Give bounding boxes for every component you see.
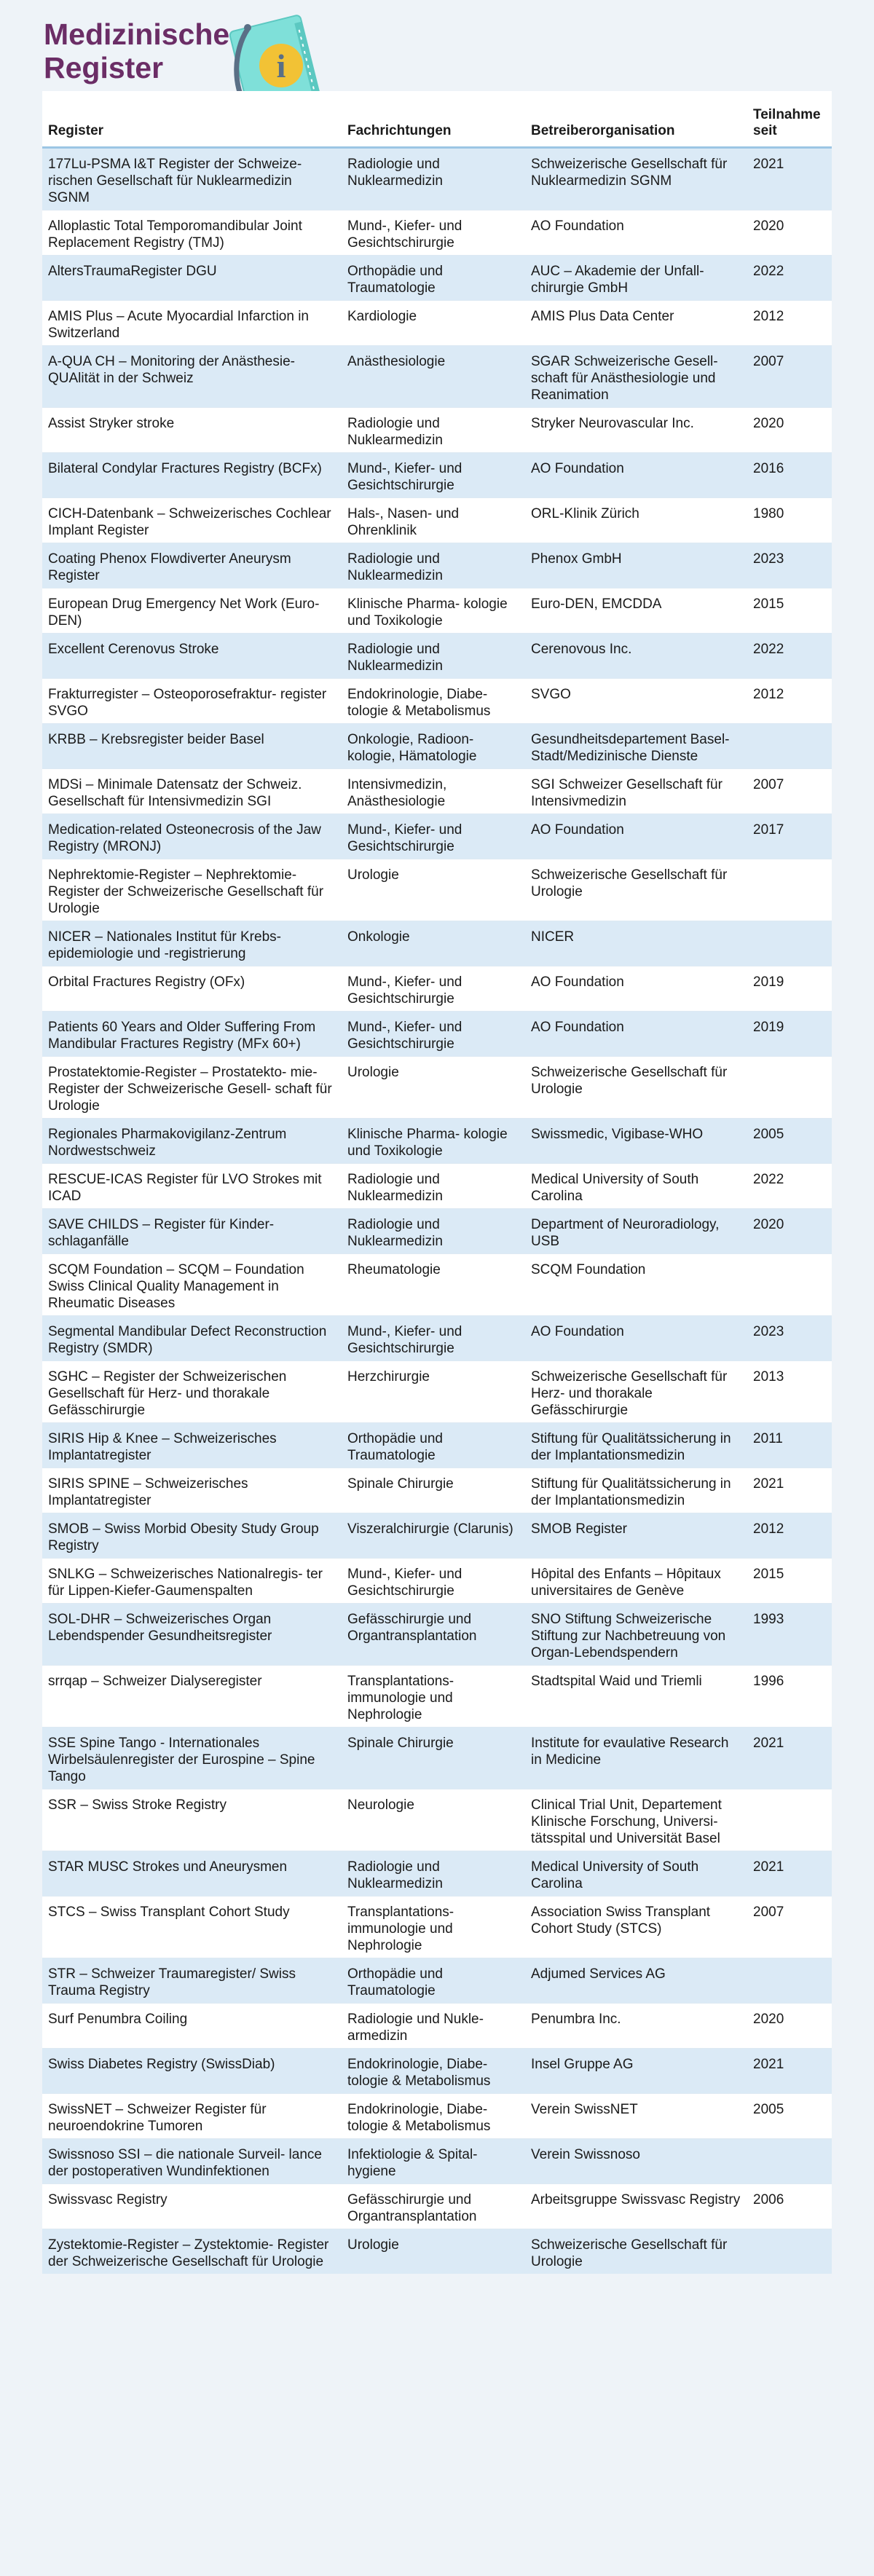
cell-betreiber: Cerenovous Inc.	[525, 634, 747, 679]
register-table-container	[42, 91, 832, 2274]
table-row	[42, 634, 832, 679]
cell-betreiber: AO Foundation	[525, 1012, 747, 1057]
cell-register: Segmental Mandibular Defect Reconstruction Registry (SMDR)	[42, 1316, 342, 1361]
cell-fachrichtung: Orthopädie und Traumatologie	[342, 256, 525, 301]
header-fachrichtungen: Fachrichtungen	[342, 91, 525, 148]
cell-teilnahme: 1980	[747, 498, 832, 543]
cell-fachrichtung: Mund-, Kiefer- und Gesichtschirurgie	[342, 210, 525, 256]
info-letter: i	[276, 47, 286, 84]
cell-teilnahme: 2007	[747, 346, 832, 408]
table-row	[42, 1789, 832, 1851]
register-table	[42, 91, 832, 2274]
table-row	[42, 1164, 832, 1209]
cell-fachrichtung: Mund-, Kiefer- und Gesichtschirurgie	[342, 1316, 525, 1361]
cell-betreiber: Medical University of South Carolina	[525, 1164, 747, 1209]
cell-fachrichtung: Transplantations- immunologie und Nephrologie	[342, 1666, 525, 1728]
cell-teilnahme: 2012	[747, 679, 832, 724]
table-row	[42, 453, 832, 498]
cell-register: AltersTraumaRegister DGU	[42, 256, 342, 301]
table-row	[42, 1513, 832, 1559]
cell-teilnahme: 2022	[747, 256, 832, 301]
cell-betreiber: Swissmedic, Vigibase-WHO	[525, 1119, 747, 1164]
cell-teilnahme: 2021	[747, 1728, 832, 1789]
cell-register: SCQM Foundation – SCQM – Foundation Swiss Clinical Quality Management in Rheumatic Diseases	[42, 1254, 342, 1316]
cell-register: Nephrektomie-Register – Nephrektomie- Register der Schweizerische Gesellschaft für Urologie	[42, 859, 342, 921]
cell-register: AMIS Plus – Acute Myocardial Infarction in Switzerland	[42, 301, 342, 346]
cell-fachrichtung: Endokrinologie, Diabe- tologie & Metabolismus	[342, 679, 525, 724]
table-row	[42, 2229, 832, 2274]
cell-fachrichtung: Radiologie und Nukle- armedizin	[342, 2004, 525, 2049]
cell-teilnahme: 2021	[747, 1468, 832, 1513]
cell-teilnahme: 2013	[747, 1361, 832, 1423]
cell-register: SOL-DHR – Schweizerisches Organ Lebendspender Gesundheitsregister	[42, 1604, 342, 1666]
table-row	[42, 966, 832, 1012]
cell-fachrichtung: Gefässchirurgie und Organtransplantation	[342, 2184, 525, 2229]
cell-register: Patients 60 Years and Older Suffering From Mandibular Fractures Registry (MFx 60+)	[42, 1012, 342, 1057]
cell-teilnahme: 2021	[747, 2049, 832, 2094]
cell-fachrichtung: Radiologie und Nuklearmedizin	[342, 148, 525, 210]
cell-register: STCS – Swiss Transplant Cohort Study	[42, 1896, 342, 1958]
table-row	[42, 1728, 832, 1789]
cell-fachrichtung: Orthopädie und Traumatologie	[342, 1958, 525, 2004]
cell-betreiber: Institute for evaulative Research in Medicine	[525, 1728, 747, 1789]
cell-register: Swissvasc Registry	[42, 2184, 342, 2229]
cell-teilnahme	[747, 724, 832, 769]
cell-register: Excellent Cerenovus Stroke	[42, 634, 342, 679]
cell-teilnahme: 2019	[747, 1012, 832, 1057]
table-row	[42, 679, 832, 724]
cell-register: srrqap – Schweizer Dialyseregister	[42, 1666, 342, 1728]
cell-betreiber: Euro-DEN, EMCDDA	[525, 588, 747, 634]
table-row	[42, 724, 832, 769]
cell-register: SMOB – Swiss Morbid Obesity Study Group Registry	[42, 1513, 342, 1559]
cell-betreiber: Stryker Neurovascular Inc.	[525, 408, 747, 453]
table-row	[42, 2184, 832, 2229]
cell-teilnahme: 2005	[747, 2094, 832, 2139]
cell-register: NICER – Nationales Institut für Krebs- epidemiologie und -registrierung	[42, 921, 342, 966]
cell-betreiber: SGAR Schweizerische Gesell- schaft für Anästhesiologie und Reanimation	[525, 346, 747, 408]
cell-betreiber: Gesundheitsdepartement Basel-Stadt/Medizinische Dienste	[525, 724, 747, 769]
cell-betreiber: Department of Neuroradiology, USB	[525, 1209, 747, 1254]
cell-betreiber: SNO Stiftung Schweizerische Stiftung zur Nachbetreuung von Organ-Lebendspendern	[525, 1604, 747, 1666]
cell-fachrichtung: Radiologie und Nuklearmedizin	[342, 408, 525, 453]
table-row	[42, 210, 832, 256]
cell-teilnahme	[747, 859, 832, 921]
cell-betreiber: Schweizerische Gesellschaft für Urologie	[525, 859, 747, 921]
cell-fachrichtung: Urologie	[342, 2229, 525, 2274]
table-row	[42, 1119, 832, 1164]
cell-teilnahme: 2019	[747, 966, 832, 1012]
table-row	[42, 1851, 832, 1896]
cell-teilnahme	[747, 1958, 832, 2004]
cell-register: 177Lu-PSMA I&T Register der Schweize- rischen Gesellschaft für Nuklearmedizin SGNM	[42, 148, 342, 210]
cell-register: SIRIS SPINE – Schweizerisches Implantatregister	[42, 1468, 342, 1513]
cell-teilnahme: 2007	[747, 1896, 832, 1958]
cell-register: A-QUA CH – Monitoring der Anästhesie- QUAlität in der Schweiz	[42, 346, 342, 408]
table-row	[42, 1012, 832, 1057]
cell-fachrichtung: Radiologie und Nuklearmedizin	[342, 1851, 525, 1896]
table-row	[42, 921, 832, 966]
cell-register: SwissNET – Schweizer Register für neuroendokrine Tumoren	[42, 2094, 342, 2139]
table-row	[42, 256, 832, 301]
cell-register: Coating Phenox Flowdiverter Aneurysm Register	[42, 543, 342, 588]
cell-teilnahme: 2017	[747, 814, 832, 859]
cell-betreiber: Stadtspital Waid und Triemli	[525, 1666, 747, 1728]
cell-fachrichtung: Radiologie und Nuklearmedizin	[342, 634, 525, 679]
cell-fachrichtung: Spinale Chirurgie	[342, 1728, 525, 1789]
cell-teilnahme: 2015	[747, 588, 832, 634]
cell-betreiber: AO Foundation	[525, 814, 747, 859]
cell-teilnahme: 2020	[747, 1209, 832, 1254]
cell-fachrichtung: Urologie	[342, 1057, 525, 1119]
cell-betreiber: AMIS Plus Data Center	[525, 301, 747, 346]
cell-betreiber: AO Foundation	[525, 1316, 747, 1361]
table-row	[42, 2049, 832, 2094]
table-row	[42, 148, 832, 210]
cell-betreiber: SMOB Register	[525, 1513, 747, 1559]
cell-betreiber: Schweizerische Gesellschaft für Urologie	[525, 2229, 747, 2274]
cell-betreiber: Arbeitsgruppe Swissvasc Registry	[525, 2184, 747, 2229]
cell-fachrichtung: Mund-, Kiefer- und Gesichtschirurgie	[342, 1012, 525, 1057]
cell-teilnahme	[747, 921, 832, 966]
cell-fachrichtung: Mund-, Kiefer- und Gesichtschirurgie	[342, 814, 525, 859]
page-title-line-1: Medizinische	[44, 17, 230, 51]
table-row	[42, 1666, 832, 1728]
cell-fachrichtung: Radiologie und Nuklearmedizin	[342, 543, 525, 588]
page-title	[44, 17, 229, 84]
cell-teilnahme: 2022	[747, 1164, 832, 1209]
cell-fachrichtung: Rheumatologie	[342, 1254, 525, 1316]
table-row	[42, 1316, 832, 1361]
table-row	[42, 2094, 832, 2139]
cell-betreiber: AO Foundation	[525, 453, 747, 498]
cell-betreiber: NICER	[525, 921, 747, 966]
table-row	[42, 1958, 832, 2004]
cell-register: KRBB – Krebsregister beider Basel	[42, 724, 342, 769]
table-row	[42, 1209, 832, 1254]
cell-register: Bilateral Condylar Fractures Registry (BCFx)	[42, 453, 342, 498]
table-row	[42, 1559, 832, 1604]
cell-register: MDSi – Minimale Datensatz der Schweiz. Gesellschaft für Intensivmedizin SGI	[42, 769, 342, 814]
table-row	[42, 2004, 832, 2049]
cell-register: Orbital Fractures Registry (OFx)	[42, 966, 342, 1012]
cell-fachrichtung: Radiologie und Nuklearmedizin	[342, 1209, 525, 1254]
cell-fachrichtung: Klinische Pharma- kologie und Toxikologie	[342, 588, 525, 634]
cell-fachrichtung: Hals-, Nasen- und Ohrenklinik	[342, 498, 525, 543]
table-row	[42, 543, 832, 588]
cell-betreiber: Clinical Trial Unit, Departement Klinische Forschung, Universi- tätsspital und Universität Basel	[525, 1789, 747, 1851]
cell-fachrichtung: Orthopädie und Traumatologie	[342, 1423, 525, 1468]
cell-teilnahme: 2022	[747, 634, 832, 679]
cell-betreiber: Hôpital des Enfants – Hôpitaux universitaires de Genève	[525, 1559, 747, 1604]
cell-register: Swiss Diabetes Registry (SwissDiab)	[42, 2049, 342, 2094]
cell-teilnahme	[747, 1789, 832, 1851]
cell-betreiber: Schweizerische Gesellschaft für Nuklearmedizin SGNM	[525, 148, 747, 210]
cell-register: SSE Spine Tango - Internationales Wirbelsäulenregister der Eurospine – Spine Tango	[42, 1728, 342, 1789]
cell-register: European Drug Emergency Net Work (Euro-DEN)	[42, 588, 342, 634]
cell-register: SAVE CHILDS – Register für Kinder- schlaganfälle	[42, 1209, 342, 1254]
cell-teilnahme: 2016	[747, 453, 832, 498]
table-row	[42, 301, 832, 346]
cell-register: Swissnoso SSI – die nationale Surveil- lance der postoperativen Wundinfektionen	[42, 2139, 342, 2184]
cell-betreiber: AO Foundation	[525, 210, 747, 256]
cell-betreiber: Verein Swissnoso	[525, 2139, 747, 2184]
cell-teilnahme: 2023	[747, 543, 832, 588]
cell-betreiber: Verein SwissNET	[525, 2094, 747, 2139]
cell-fachrichtung: Onkologie	[342, 921, 525, 966]
cell-teilnahme	[747, 2229, 832, 2274]
cell-teilnahme: 2020	[747, 2004, 832, 2049]
table-row	[42, 1423, 832, 1468]
cell-register: Medication-related Osteonecrosis of the Jaw Registry (MRONJ)	[42, 814, 342, 859]
table-header-row	[42, 91, 832, 148]
cell-teilnahme: 2012	[747, 1513, 832, 1559]
page-title-line-2: Register	[44, 51, 164, 84]
cell-register: RESCUE-ICAS Register für LVO Strokes mit ICAD	[42, 1164, 342, 1209]
table-row	[42, 814, 832, 859]
cell-register: SIRIS Hip & Knee – Schweizerisches Implantatregister	[42, 1423, 342, 1468]
cell-teilnahme: 1996	[747, 1666, 832, 1728]
cell-betreiber: SCQM Foundation	[525, 1254, 747, 1316]
cell-fachrichtung: Mund-, Kiefer- und Gesichtschirurgie	[342, 966, 525, 1012]
cell-register: STAR MUSC Strokes und Aneurysmen	[42, 1851, 342, 1896]
cell-fachrichtung: Viszeralchirurgie (Clarunis)	[342, 1513, 525, 1559]
cell-betreiber: Schweizerische Gesellschaft für Herz- und thorakale Gefässchirurgie	[525, 1361, 747, 1423]
cell-fachrichtung: Transplantations- immunologie und Nephrologie	[342, 1896, 525, 1958]
cell-betreiber: Stiftung für Qualitätssicherung in der Implantationsmedizin	[525, 1468, 747, 1513]
table-row	[42, 769, 832, 814]
cell-fachrichtung: Spinale Chirurgie	[342, 1468, 525, 1513]
cell-teilnahme: 2021	[747, 1851, 832, 1896]
cell-fachrichtung: Radiologie und Nuklearmedizin	[342, 1164, 525, 1209]
cell-register: Assist Stryker stroke	[42, 408, 342, 453]
cell-fachrichtung: Intensivmedizin, Anästhesiologie	[342, 769, 525, 814]
cell-betreiber: AUC – Akademie der Unfall- chirurgie GmbH	[525, 256, 747, 301]
header-betreiberorganisation: Betreiberorganisation	[525, 91, 747, 148]
cell-teilnahme: 2023	[747, 1316, 832, 1361]
cell-betreiber: Insel Gruppe AG	[525, 2049, 747, 2094]
cell-register: Surf Penumbra Coiling	[42, 2004, 342, 2049]
cell-fachrichtung: Infektiologie & Spital- hygiene	[342, 2139, 525, 2184]
cell-fachrichtung: Onkologie, Radioon- kologie, Hämatologie	[342, 724, 525, 769]
cell-betreiber: Phenox GmbH	[525, 543, 747, 588]
table-row	[42, 859, 832, 921]
table-row	[42, 1468, 832, 1513]
cell-betreiber: AO Foundation	[525, 966, 747, 1012]
cell-register: Zystektomie-Register – Zystektomie- Register der Schweizerische Gesellschaft für Urologie	[42, 2229, 342, 2274]
cell-teilnahme	[747, 1057, 832, 1119]
cell-fachrichtung: Anästhesiologie	[342, 346, 525, 408]
cell-teilnahme	[747, 1254, 832, 1316]
table-row	[42, 1604, 832, 1666]
cell-fachrichtung: Mund-, Kiefer- und Gesichtschirurgie	[342, 453, 525, 498]
cell-betreiber: Schweizerische Gesellschaft für Urologie	[525, 1057, 747, 1119]
cell-fachrichtung: Klinische Pharma- kologie und Toxikologie	[342, 1119, 525, 1164]
cell-register: Regionales Pharmakovigilanz-Zentrum Nordwestschweiz	[42, 1119, 342, 1164]
cell-betreiber: SVGO	[525, 679, 747, 724]
cell-register: CICH-Datenbank – Schweizerisches Cochlear Implant Register	[42, 498, 342, 543]
cell-fachrichtung: Urologie	[342, 859, 525, 921]
table-row	[42, 2139, 832, 2184]
cell-teilnahme: 2006	[747, 2184, 832, 2229]
table-row	[42, 408, 832, 453]
cell-betreiber: Stiftung für Qualitätssicherung in der Implantationsmedizin	[525, 1423, 747, 1468]
cell-betreiber: Adjumed Services AG	[525, 1958, 747, 2004]
cell-teilnahme	[747, 2139, 832, 2184]
cell-fachrichtung: Mund-, Kiefer- und Gesichtschirurgie	[342, 1559, 525, 1604]
cell-register: Prostatektomie-Register – Prostatekto- mie-Register der Schweizerische Gesell- schaft für Urologie	[42, 1057, 342, 1119]
cell-register: Alloplastic Total Temporomandibular Joint Replacement Registry (TMJ)	[42, 210, 342, 256]
cell-teilnahme: 2005	[747, 1119, 832, 1164]
cell-betreiber: Penumbra Inc.	[525, 2004, 747, 2049]
cell-betreiber: Medical University of South Carolina	[525, 1851, 747, 1896]
cell-register: SSR – Swiss Stroke Registry	[42, 1789, 342, 1851]
cell-teilnahme: 2020	[747, 210, 832, 256]
cell-teilnahme: 2015	[747, 1559, 832, 1604]
cell-fachrichtung: Neurologie	[342, 1789, 525, 1851]
table-row	[42, 498, 832, 543]
table-row	[42, 1896, 832, 1958]
cell-fachrichtung: Kardiologie	[342, 301, 525, 346]
cell-betreiber: ORL-Klinik Zürich	[525, 498, 747, 543]
cell-fachrichtung: Gefässchirurgie und Organtransplantation	[342, 1604, 525, 1666]
header-register: Register	[42, 91, 342, 148]
cell-teilnahme: 1993	[747, 1604, 832, 1666]
table-row	[42, 1057, 832, 1119]
cell-teilnahme: 2011	[747, 1423, 832, 1468]
cell-fachrichtung: Herzchirurgie	[342, 1361, 525, 1423]
table-row	[42, 1254, 832, 1316]
cell-teilnahme: 2007	[747, 769, 832, 814]
header-teilnahme-seit: Teilnahme seit	[747, 91, 832, 148]
table-row	[42, 1361, 832, 1423]
cell-teilnahme: 2021	[747, 148, 832, 210]
table-row	[42, 588, 832, 634]
cell-fachrichtung: Endokrinologie, Diabe- tologie & Metabolismus	[342, 2049, 525, 2094]
cell-register: SNLKG – Schweizerisches Nationalregis- ter für Lippen-Kiefer-Gaumenspalten	[42, 1559, 342, 1604]
table-row	[42, 346, 832, 408]
cell-register: STR – Schweizer Traumaregister/ Swiss Trauma Registry	[42, 1958, 342, 2004]
cell-register: Frakturregister – Osteoporosefraktur- register SVGO	[42, 679, 342, 724]
table-body	[42, 148, 832, 2274]
cell-betreiber: SGI Schweizer Gesellschaft für Intensivmedizin	[525, 769, 747, 814]
cell-betreiber: Association Swiss Transplant Cohort Study (STCS)	[525, 1896, 747, 1958]
cell-register: SGHC – Register der Schweizerischen Gesellschaft für Herz- und thorakale Gefässchirurgie	[42, 1361, 342, 1423]
cell-teilnahme: 2012	[747, 301, 832, 346]
cell-teilnahme: 2020	[747, 408, 832, 453]
cell-fachrichtung: Endokrinologie, Diabe- tologie & Metabolismus	[342, 2094, 525, 2139]
